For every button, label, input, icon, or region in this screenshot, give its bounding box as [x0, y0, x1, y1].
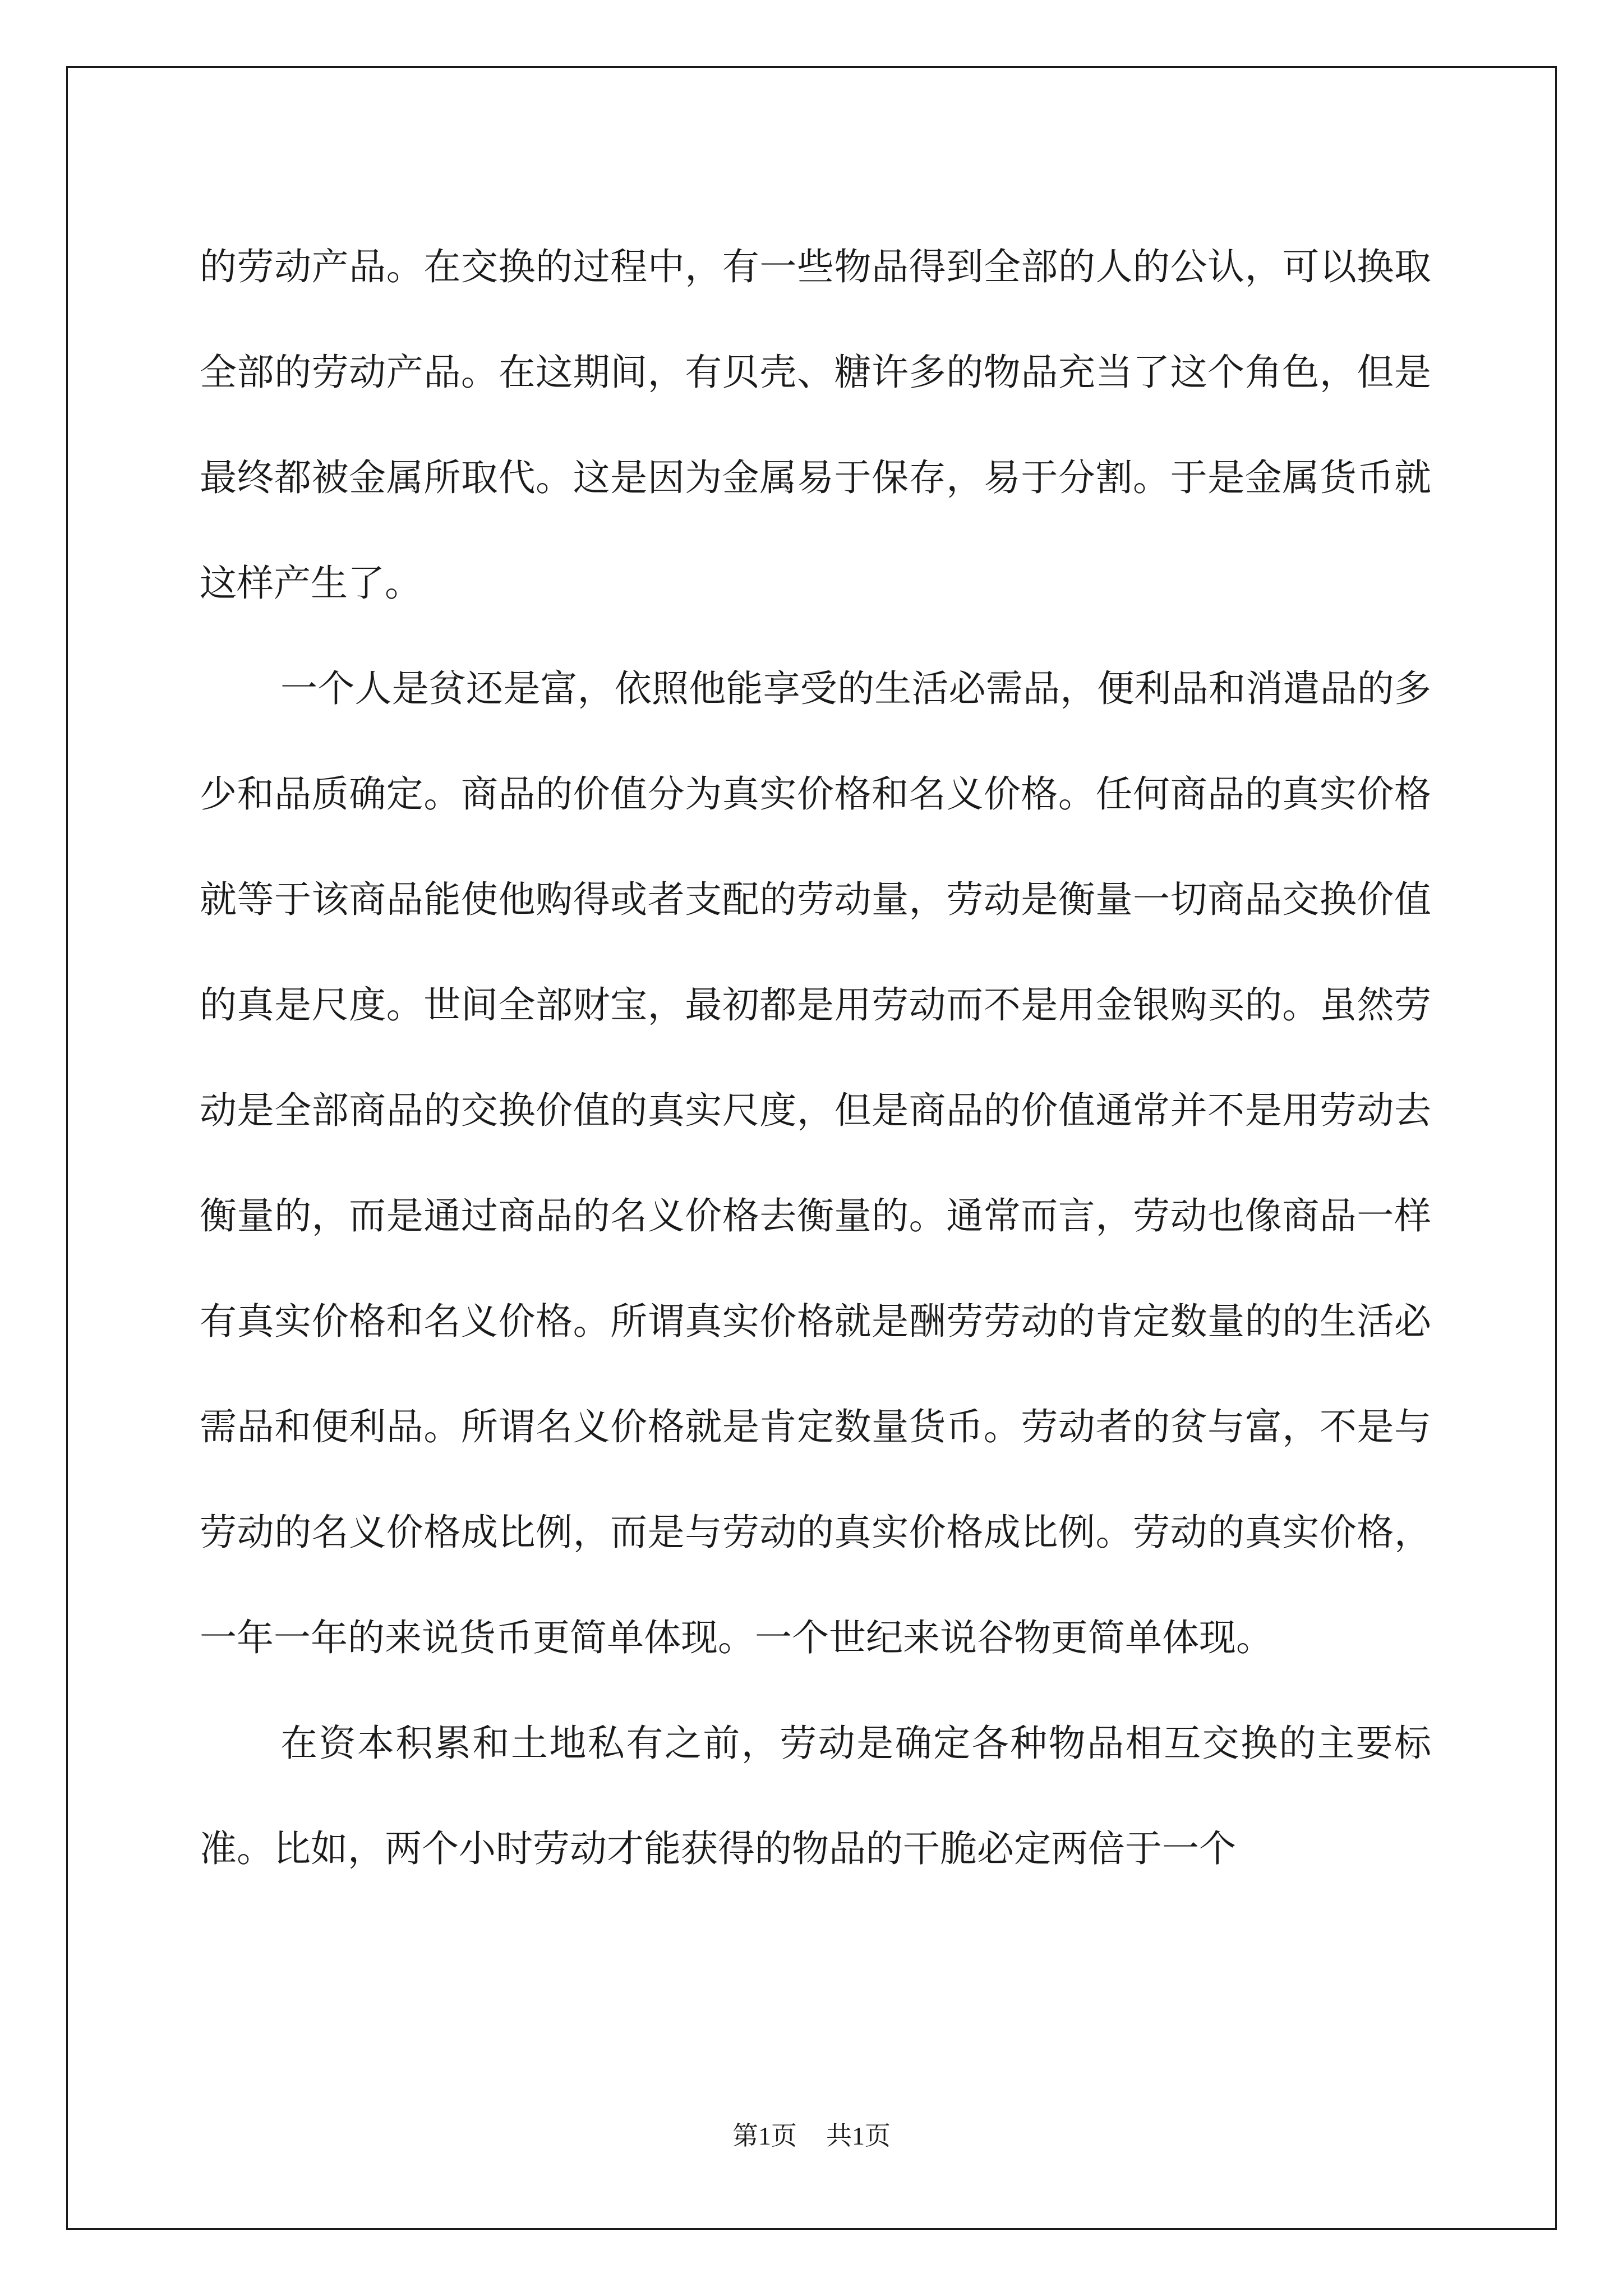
paragraph-3: 在资本积累和土地私有之前，劳动是确定各种物品相互交换的主要标准。比如，两个小时劳动才能获得的物品的干脆必定两倍于一个 [200, 1722, 1431, 1870]
paragraph-2: 一个人是贫还是富，依照他能享受的生活必需品，便利品和消遣品的多少和品质确定。商品的价值分为真实价格和名义价格。任何商品的真实价格就等于该商品能使他购得或者支配的劳动量，劳动是衡量一切商品交换价值的真是尺度。世间全部财宝，最初都是用劳动而不是用金银购买的。虽然劳动是全部商品的交换价值的真实尺度，但是商品的价值通常并不是用劳动去衡量的，而是通过商品的名义价格去衡量的。通常而言，劳动也像商品一样有真实价格和名义价格。所谓真实价格就是酬劳劳动的肯定数量的的生活必需品和便利品。所谓名义价格就是肯定数量货币。劳动者的贫与富，不是与劳动的名义价格成比例，而是与劳动的真实价格成比例。劳动的真实价格，一年一年的来说货币更简单体现。一个世纪来说谷物更简单体现。 [200, 667, 1431, 1659]
page-footer [0, 2119, 1623, 2153]
page-total: 共1页 [826, 2122, 891, 2150]
page-number: 第1页 [732, 2122, 797, 2150]
document-body [200, 214, 1431, 1902]
paragraph-1: 的劳动产品。在交换的过程中，有一些物品得到全部的人的公认，可以换取全部的劳动产品。在这期间，有贝壳、糖许多的物品充当了这个角色，但是最终都被金属所取代。这是因为金属易于保存，易于分割。于是金属货币就这样产生了。 [200, 245, 1431, 605]
